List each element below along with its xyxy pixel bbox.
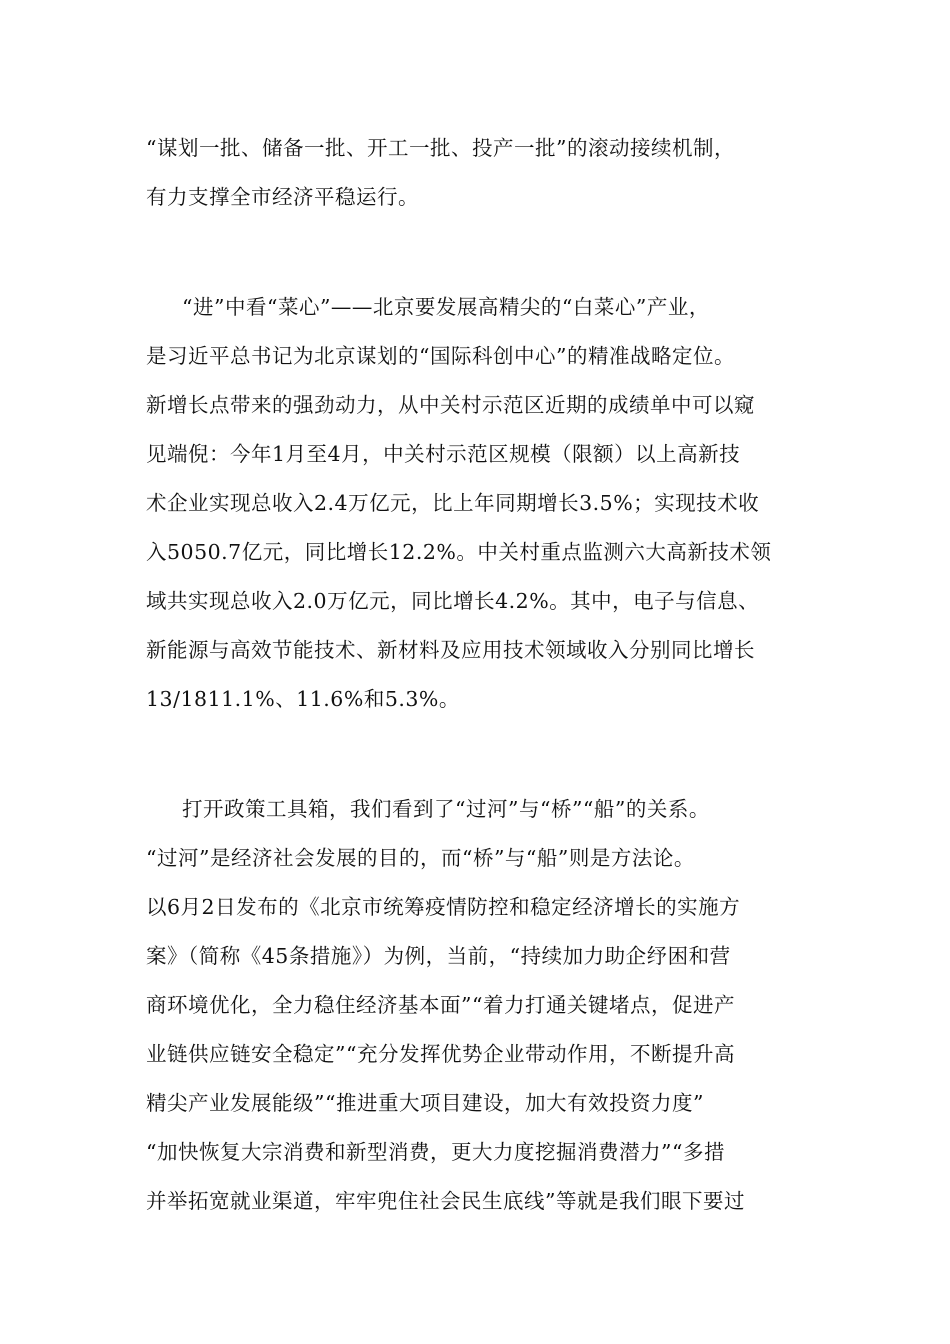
paragraph-3-line-5: 商环境优化，全力稳住经济基本面”“着力打通关键堵点，促进产 <box>146 993 735 1017</box>
paragraph-3-line-4: 案》（简称《45条措施》）为例，当前，“持续加力助企纾困和营 <box>146 944 731 968</box>
paragraph-2-line-1: “进”中看“菜心”——北京要发展高精尖的“白菜心”产业， <box>182 295 710 319</box>
paragraph-3-line-3: 以6月2日发布的《北京市统筹疫情防控和稳定经济增长的实施方 <box>146 895 741 919</box>
paragraph-1-line-2: 有力支撑全市经济平稳运行。 <box>146 185 419 209</box>
paragraph-2-line-9: 13/1811.1%、11.6%和5.3%。 <box>146 687 460 711</box>
paragraph-2-line-4: 见端倪：今年1月至4月，中关村示范区规模（限额）以上高新技 <box>146 442 741 466</box>
paragraph-3-line-1: 打开政策工具箱，我们看到了“过河”与“桥”“船”的关系。 <box>182 797 710 821</box>
paragraph-2-line-5: 术企业实现总收入2.4万亿元，比上年同期增长3.5%；实现技术收 <box>146 491 760 515</box>
paragraph-2-line-8: 新能源与高效节能技术、新材料及应用技术领域收入分别同比增长 <box>146 638 755 662</box>
paragraph-2-line-6: 入5050.7亿元，同比增长12.2%。中关村重点监测六大高新技术领 <box>146 540 772 564</box>
paragraph-2-line-2: 是习近平总书记为北京谋划的“国际科创中心”的精准战略定位。 <box>146 344 735 368</box>
paragraph-1-line-1: “谋划一批、储备一批、开工一批、投产一批”的滚动接续机制， <box>146 136 735 160</box>
paragraph-3-line-9: 并举拓宽就业渠道，牢牢兜住社会民生底线”等就是我们眼下要过 <box>146 1189 745 1213</box>
paragraph-3-line-8: “加快恢复大宗消费和新型消费，更大力度挖掘消费潜力”“多措 <box>146 1140 725 1164</box>
paragraph-3-line-2: “过河”是经济社会发展的目的，而“桥”与“船”则是方法论。 <box>146 846 695 870</box>
paragraph-3-line-7: 精尖产业发展能级”“推进重大项目建设，加大有效投资力度” <box>146 1091 704 1115</box>
paragraph-2-line-7: 域共实现总收入2.0万亿元，同比增长4.2%。其中，电子与信息、 <box>146 589 760 613</box>
paragraph-2-line-3: 新增长点带来的强劲动力，从中关村示范区近期的成绩单中可以窥 <box>146 393 755 417</box>
paragraph-3-line-6: 业链供应链安全稳定”“充分发挥优势企业带动作用，不断提升高 <box>146 1042 735 1066</box>
